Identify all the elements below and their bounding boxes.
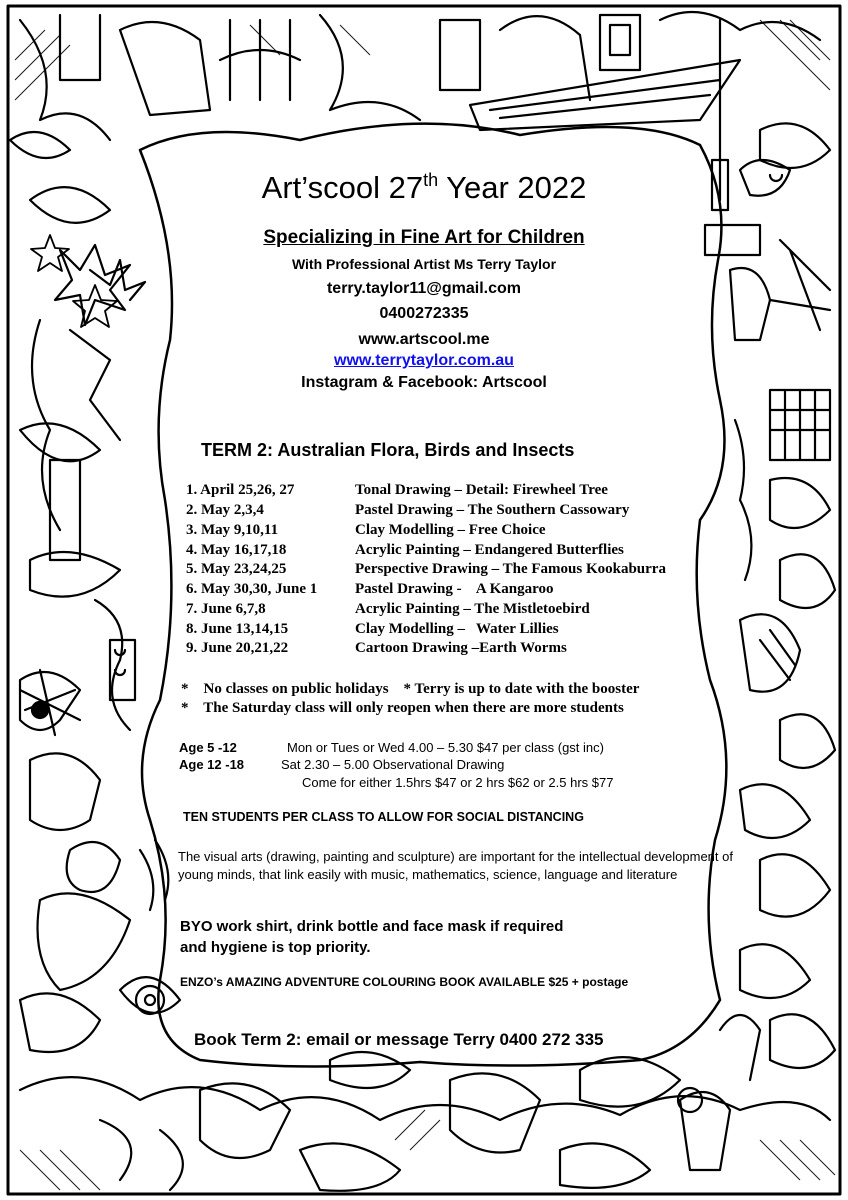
note-public-holidays: * No classes on public holidays * Terry is up to date with the booster — [181, 681, 640, 697]
title-ordinal-suffix: th — [423, 170, 439, 190]
byo-notice — [180, 916, 700, 958]
age-group-pricing: Sat 2.30 – 5.00 Observational Drawing — [281, 757, 505, 772]
byo-line: BYO work shirt, drink bottle and face mask if required — [180, 918, 564, 935]
schedule-date: 8. June 13,14,15 — [186, 621, 289, 637]
booking-call-to-action: Book Term 2: email or message Terry 0400 272 335 — [194, 1030, 604, 1049]
website-link-terrytaylor[interactable]: www.terrytaylor.com.au — [334, 352, 514, 369]
byo-line: and hygiene is top priority. — [180, 939, 371, 956]
class-size-notice: TEN STUDENTS PER CLASS TO ALLOW FOR SOCIAL DISTANCING — [183, 810, 584, 824]
session-length-pricing: Come for either 1.5hrs $47 or 2 hrs $62 or 2.5 hrs $77 — [302, 775, 614, 790]
note-saturday-class: * The Saturday class will only reopen when there are more students — [181, 700, 624, 716]
schedule-date: 1. April 25,26, 27 — [186, 482, 295, 498]
age-group-label: Age 12 -18 — [179, 757, 245, 772]
schedule-class: Pastel Drawing - A Kangaroo — [355, 581, 554, 597]
age-group-pricing: Mon or Tues or Wed 4.00 – 5.30 $47 per class (gst inc) — [287, 740, 604, 755]
colouring-book-offer: ENZO’s AMAZING ADVENTURE COLOURING BOOK AVAILABLE $25 + postage — [180, 975, 629, 989]
social-media-line: Instagram & Facebook: Artscool — [301, 374, 547, 391]
age-group-label: Age 5 -12 — [179, 740, 237, 755]
schedule-class: Clay Modelling – Water Lillies — [355, 621, 559, 637]
schedule-date: 2. May 2,3,4 — [186, 502, 264, 518]
page-title — [0, 170, 848, 206]
website-artscool: www.artscool.me — [358, 331, 490, 348]
contact-email: terry.taylor11@gmail.com — [326, 280, 522, 297]
visual-arts-paragraph: The visual arts (drawing, painting and sculpture) are important for the intellectual development of young minds, that link easily with music, mathematics, science, language and literature — [178, 849, 733, 882]
schedule-date: 5. May 23,24,25 — [186, 561, 287, 577]
schedule-class: Cartoon Drawing –Earth Worms — [355, 640, 567, 656]
schedule-class: Clay Modelling – Free Choice — [355, 522, 546, 538]
schedule-class: Acrylic Painting – Endangered Butterflies — [355, 542, 624, 558]
schedule-class: Perspective Drawing – The Famous Kookaburra — [355, 561, 666, 577]
schedule-class: Tonal Drawing – Detail: Firewheel Tree — [355, 482, 608, 498]
schedule-date: 4. May 16,17,18 — [186, 542, 287, 558]
contact-phone: 0400272335 — [379, 305, 469, 322]
schedule-date: 6. May 30,30, June 1 — [186, 581, 318, 597]
title-main: Art’scool 27 — [261, 170, 424, 205]
schedule-date: 9. June 20,21,22 — [186, 640, 289, 656]
schedule-class: Pastel Drawing – The Southern Cassowary — [355, 502, 630, 518]
subtitle: Specializing in Fine Art for Children — [263, 227, 585, 248]
term-heading: TERM 2: Australian Flora, Birds and Insects — [201, 440, 575, 460]
schedule-date: 3. May 9,10,11 — [186, 522, 279, 538]
title-year: Year 2022 — [438, 170, 587, 205]
schedule-class: Acrylic Painting – The Mistletoebird — [355, 601, 590, 617]
schedule-date: 7. June 6,7,8 — [186, 601, 266, 617]
artist-line: With Professional Artist Ms Terry Taylor — [291, 256, 557, 272]
